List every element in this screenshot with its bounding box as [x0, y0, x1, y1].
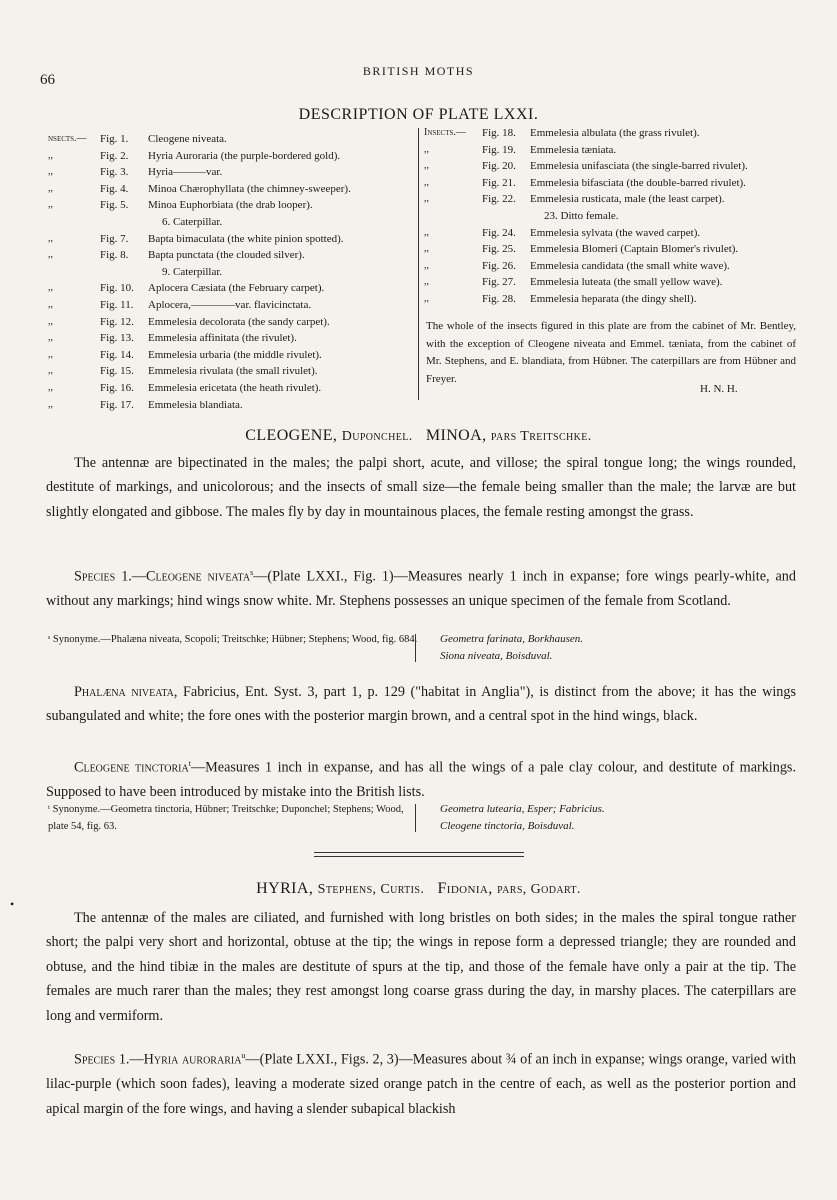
page-number: 66: [40, 72, 55, 88]
hyria-description: The antennæ of the males are ciliated, and furnished with long bristles on both sides; in the males the spiral tongue rather short; the palpi very short and horizontal, obtuse at the tip; the wings in repose form a depressed triangle; they are rounded and obtuse, and the hind tibiæ in the males are destitute of spurs at the tip, and those of the female have only a pair at the tip. The females are much rarer than the males; they rest amongst long coarse grass during the day, in marshy places. The caterpillars are long and vermiform.: [46, 910, 796, 1024]
figure-entry: ,, Fig. 17. Emmelesia blandiata.: [48, 398, 243, 411]
figure-entry: ,, Fig. 21. Emmelesia bifasciata (the double-barred rivulet).: [424, 176, 746, 189]
column-divider: [418, 128, 419, 400]
cleogene-tinctoria-note: Cleogene tinctoria$^t$—Measures 1 inch in expanse, and has all the wings of a pale clay colour, and destitute of markings. Supposed to have been introduced by mistake into the British lists.: [46, 759, 797, 801]
figure-entry: Insects.— Fig. 18. Emmelesia albulata (the grass rivulet).: [424, 127, 700, 139]
figure-entry: ,, Fig. 15. Emmelesia rivulata (the small rivulet).: [48, 365, 318, 378]
phalaena-niveata-note: Phalæna niveata, Fabricius, Ent. Syst. 3, part 1, p. 129 ("habitat in Anglia"), is distinct from the above; it has the wings subangulated and white; the fore ones with the posterior margin brown, and a central spot in the hind wings, black.: [46, 684, 796, 725]
figure-entry: ,, Fig. 25. Emmelesia Blomeri (Captain Blomer's rivulet).: [424, 243, 739, 256]
figure-entry: ,, Fig. 22. Emmelesia rusticata, male (the least carpet).: [424, 193, 725, 206]
figure-entry: 9. Caterpillar.: [162, 265, 223, 278]
figure-entry: ,, Fig. 13. Emmelesia affinitata (the rivulet).: [48, 332, 297, 345]
footnote-s-left: ˢ Synonyme.—Phalæna niveata, Scopoli; Treitschke; Hübner; Stephens; Wood, fig. 684.: [48, 634, 418, 645]
plate-note-signature: H. N. H.: [700, 383, 738, 395]
footnote-t-right: Geometra lutearia, Esper; Fabricius. Cleogene tinctoria, Boisduval.: [440, 803, 605, 832]
figure-entry: 6. Caterpillar.: [162, 215, 223, 228]
margin-mark: •: [10, 897, 15, 911]
figure-entry: ,, Fig. 8. Bapta punctata (the clouded silver).: [48, 249, 305, 262]
plate-title: DESCRIPTION OF PLATE LXXI.: [298, 106, 539, 123]
figure-entry: ,, Fig. 14. Emmelesia urbaria (the middle rivulet).: [48, 348, 322, 361]
plate-note: The whole of the insects figured in this plate are from the cabinet of Mr. Bentley, with the exception of Cleogene niveata and Emmel. tæniata, from the cabinet of Mr. Stephens, and E. blandiata, from Hübner. The caterpillars are from Hübner and Freyer.: [426, 320, 796, 385]
figure-entry: ,, Fig. 12. Emmelesia decolorata (the sandy carpet).: [48, 315, 330, 328]
hyria-auroraria-species: Species 1.—Hyria auroraria$^u$—(Plate LXXI., Figs. 2, 3)—Measures about ¾ of an inch in expanse; wings orange, varied with lilac-purple (which soon fades), leaving a moderate sized orange patch in the centre of each, as well as the posterior portion and apical margin of the fore wings, and having a slender subapical blackish: [46, 1051, 796, 1117]
figure-entry: ,, Fig. 10. Aplocera Cæsiata (the February carpet).: [48, 282, 325, 295]
figure-entry: ,, Fig. 7. Bapta bimaculata (the white pinion spotted).: [48, 232, 344, 245]
section-separator: [314, 852, 524, 857]
section-heading-hyria: HYRIA, Stephens, Curtis. Fidonia, pars, Godart.: [256, 880, 581, 897]
figure-entry: ,, Fig. 3. Hyria———var.: [48, 166, 223, 179]
figure-entry: 23. Ditto female.: [544, 209, 619, 222]
figure-entry: ,, Fig. 19. Emmelesia tæniata.: [424, 143, 617, 156]
figure-list-left: [48, 131, 418, 413]
figure-entry: ,, Fig. 24. Emmelesia sylvata (the waved carpet).: [424, 226, 701, 239]
footnote-divider: [415, 804, 416, 832]
figure-entry: ,, Fig. 4. Minoa Chærophyllata (the chimney-sweeper).: [48, 182, 351, 195]
figure-entry: ,, Fig. 16. Emmelesia ericetata (the heath rivulet).: [48, 381, 322, 394]
cleogene-description: The antennæ are bipectinated in the males; the palpi short, acute, and villose; the spiral tongue long; the wings rounded, destitute of markings, and unicolorous; and the insects of small size—the female being smaller than the male; the larvæ are but slightly elongated and gibbose. The males fly by day in mountainous places, the female resting amongst the grass.: [46, 455, 796, 520]
footnote-s-right: Geometra farinata, Borkhausen. Siona niveata, Boisduval.: [440, 633, 583, 662]
figure-entry: ,, Fig. 11. Aplocera,————var. flavicinctata.: [48, 298, 312, 311]
figure-entry: ,, Fig. 20. Emmelesia unifasciata (the single-barred rivulet).: [424, 160, 748, 173]
figure-entry: ,, Fig. 27. Emmelesia luteata (the small yellow wave).: [424, 276, 723, 289]
running-title: BRITISH MOTHS: [362, 64, 475, 78]
section-heading-cleogene: CLEOGENE, Duponchel. MINOA, pars Treitschke.: [245, 427, 592, 444]
cleogene-niveata-species: Species 1.—Cleogene niveata$^s$—(Plate LXXI., Fig. 1)—Measures nearly 1 inch in expanse; fore wings pearly-white, and without any markings; hind wings snow white. Mr. Stephens possesses an unique specimen of the female from Scotland.: [46, 568, 796, 610]
footnote-t-left: ᵗ Synonyme.—Geometra tinctoria, Hübner; Treitschke; Duponchel; Stephens; Wood, plate 54, fig. 63.: [48, 804, 404, 832]
figure-entry: ,, Fig. 5. Minoa Euphorbiata (the drab looper).: [48, 199, 313, 212]
figure-entry: ,, Fig. 28. Emmelesia heparata (the dingy shell).: [424, 292, 697, 305]
figure-entry: ,, Fig. 26. Emmelesia candidata (the small white wave).: [424, 259, 730, 272]
figure-list-right: [424, 125, 804, 308]
figure-entry: ,, Fig. 2. Hyria Auroraria (the purple-bordered gold).: [48, 149, 341, 162]
figure-entry: nsects.— Fig. 1. Cleogene niveata.: [48, 133, 227, 145]
footnote-divider: [415, 634, 416, 662]
